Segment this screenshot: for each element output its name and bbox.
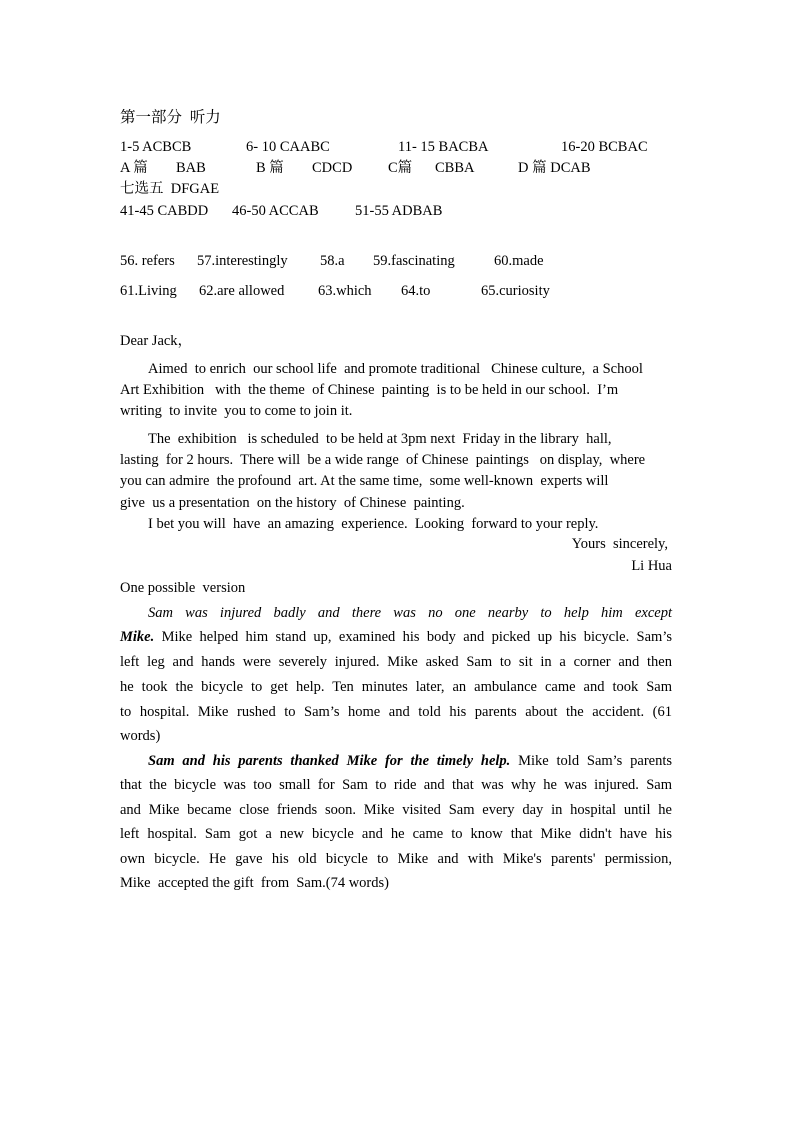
- listening-answers-16-20: 16-20 BCBAC: [561, 139, 648, 155]
- letter-signature: Li Hua: [631, 558, 672, 574]
- letter-p2-line: The exhibition is scheduled to be held at 3pm next Friday in the library hall,: [148, 431, 612, 447]
- cloze-51-55: 51-55 ADBAB: [355, 203, 443, 219]
- grammar-65: 65.curiosity: [481, 283, 550, 299]
- reading-c-answers: CBBA: [435, 160, 475, 176]
- essay-p2-line1-rest: Mike told Sam’s parents: [510, 753, 672, 769]
- essay-p1-line: [120, 628, 672, 646]
- essay-p2-line: Mike accepted the gift from Sam.(74 words): [120, 875, 389, 891]
- reading-a-answers: BAB: [176, 160, 206, 176]
- grammar-56: 56. refers: [120, 253, 175, 269]
- letter-salutation: Dear Jack，: [120, 333, 193, 349]
- letter-p3: I bet you will have an amazing experience. Looking forward to your reply.: [148, 516, 599, 532]
- grammar-62: 62.are allowed: [199, 283, 285, 299]
- essay-p1-line: to hospital. Mike rushed to Sam’s home and told his parents about the accident. (61: [120, 704, 672, 720]
- grammar-63: 63.which: [318, 283, 372, 299]
- letter-p2-line: give us a presentation on the history of Chinese painting.: [120, 495, 465, 511]
- grammar-64: 64.to: [401, 283, 431, 299]
- seven-choose-five: 七选五 DFGAE: [120, 181, 220, 197]
- essay-p2-lead: Sam and his parents thanked Mike for the timely help.: [148, 753, 511, 769]
- essay-intro: One possible version: [120, 580, 246, 596]
- reading-a-label: A 篇: [120, 160, 148, 176]
- reading-b-label: B 篇: [256, 160, 284, 176]
- essay-p2-line: left hospital. Sam got a new bicycle and he came to know that Mike didn't have his: [120, 826, 672, 842]
- essay-p1-line: words): [120, 728, 161, 744]
- grammar-57: 57.interestingly: [197, 253, 288, 269]
- listening-answers-6-10: 6- 10 CAABC: [246, 139, 330, 155]
- listening-answers-1-5: 1-5 ACBCB: [120, 139, 192, 155]
- letter-p2-line: you can admire the profound art. At the same time, some well-known experts will: [120, 473, 609, 489]
- reading-c-label: C篇: [388, 160, 413, 176]
- essay-p2-line: and Mike became close friends soon. Mike visited Sam every day in hospital until he: [120, 802, 672, 818]
- letter-p1-line: Aimed to enrich our school life and promote traditional Chinese culture, a School: [148, 361, 643, 377]
- section-title: 第一部分 听力: [120, 109, 221, 126]
- essay-p1-line: Sam was injured badly and there was no one nearby to help him except: [148, 605, 672, 621]
- grammar-60: 60.made: [494, 253, 544, 269]
- cloze-41-45: 41-45 CABDD: [120, 203, 209, 219]
- cloze-46-50: 46-50 ACCAB: [232, 203, 319, 219]
- essay-p1-line: he took the bicycle to get help. Ten minutes later, an ambulance came and took Sam: [120, 679, 672, 695]
- grammar-61: 61.Living: [120, 283, 177, 299]
- essay-p2-line: own bicycle. He gave his old bicycle to Mike and with Mike's parents' permission,: [120, 851, 672, 867]
- grammar-59: 59.fascinating: [373, 253, 455, 269]
- essay-p2-line: [148, 752, 672, 770]
- letter-p1-line: Art Exhibition with the theme of Chinese painting is to be held in our school. I’m: [120, 382, 619, 398]
- essay-p2-line: that the bicycle was too small for Sam to ride and that was why he was injured. Sam: [120, 777, 672, 793]
- reading-d-answers: D 篇 DCAB: [518, 160, 591, 176]
- letter-p2-line: lasting for 2 hours. There will be a wide range of Chinese paintings on display, where: [120, 452, 646, 468]
- listening-answers-11-15: 11- 15 BACBA: [398, 139, 489, 155]
- essay-p1-line: left leg and hands were severely injured. Mike asked Sam to sit in a corner and then: [120, 654, 672, 670]
- grammar-58: 58.a: [320, 253, 345, 269]
- essay-p1-lead: Mike.: [120, 629, 155, 645]
- letter-p1-line: writing to invite you to come to join it.: [120, 403, 353, 419]
- letter-closing: Yours sincerely,: [571, 536, 668, 552]
- essay-p1-line2-rest: Mike helped him stand up, examined his body and picked up his bicycle. Sam’s: [154, 629, 672, 645]
- reading-b-answers: CDCD: [312, 160, 353, 176]
